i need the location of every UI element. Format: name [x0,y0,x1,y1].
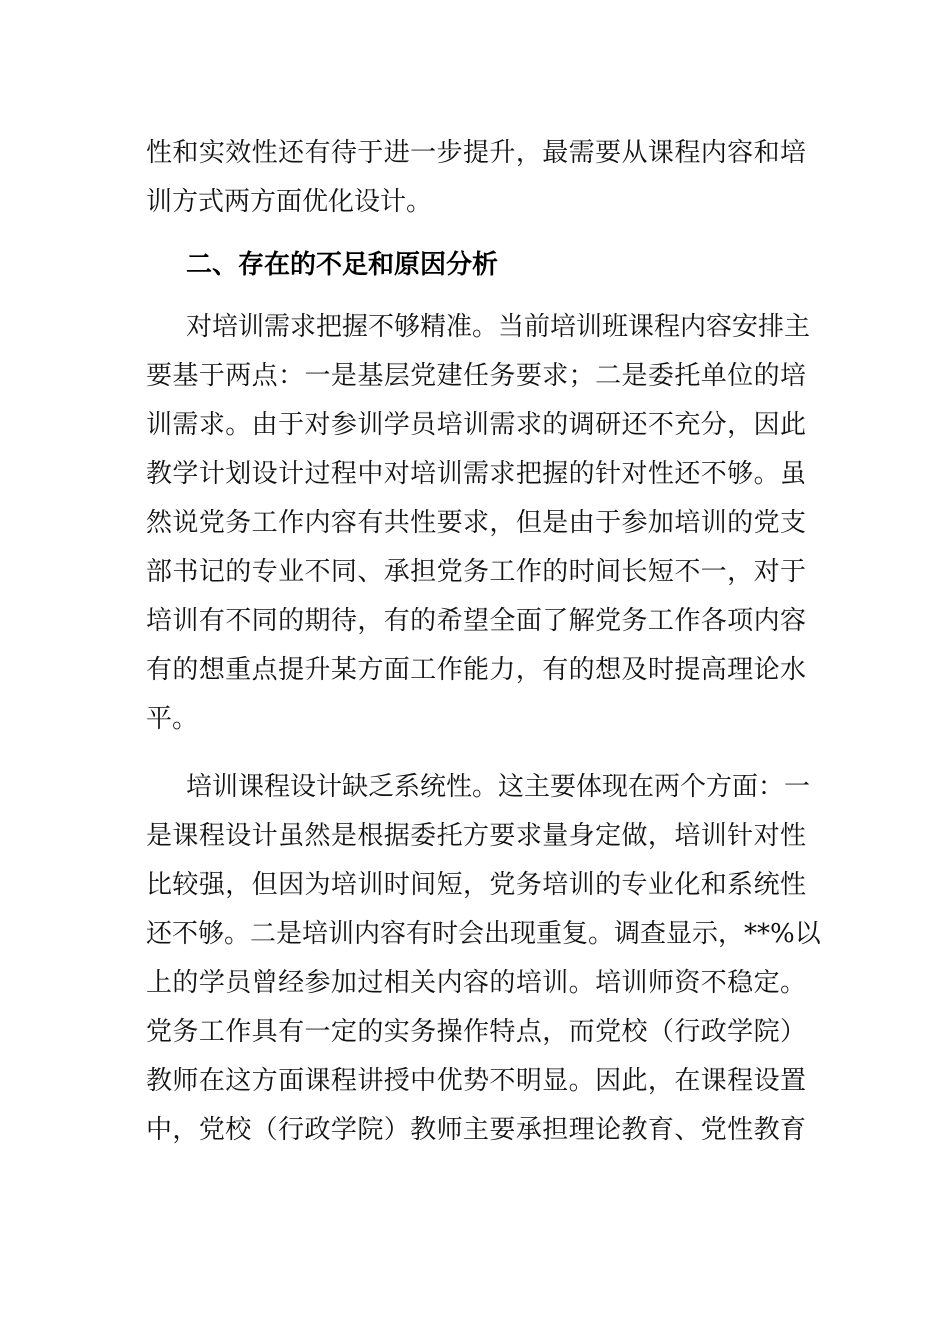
paragraph2-line-4: 还不够。二是培训内容有时会出现重复。调查显示，**%以 [146,919,821,949]
paragraph1-line-9: 平。 [146,704,199,734]
paragraph1-line-8: 有的想重点提升某方面工作能力，有的想及时提高理论水 [146,655,806,685]
paragraph2-line-1: 培训课程设计缺乏系统性。这主要体现在两个方面：一 [186,772,811,802]
intro-line-1: 性和实效性还有待于进一步提升，最需要从课程内容和培 [146,138,806,168]
paragraph2-line-2: 是课程设计虽然是根据委托方要求量身定做，培训针对性 [146,821,806,851]
paragraph1-line-4: 教学计划设计过程中对培训需求把握的针对性还不够。虽 [146,459,806,489]
paragraph2-line-3: 比较强，但因为培训时间短，党务培训的专业化和系统性 [146,870,806,900]
paragraph1-line-2: 要基于两点：一是基层党建任务要求；二是委托单位的培 [146,361,806,391]
paragraph1-line-5: 然说党务工作内容有共性要求，但是由于参加培训的党支 [146,508,806,538]
paragraph2-line-5: 上的学员曾经参加过相关内容的培训。培训师资不稳定。 [146,968,806,998]
paragraph1-line-1: 对培训需求把握不够精准。当前培训班课程内容安排主 [186,312,811,342]
paragraph2-line-8: 中，党校（行政学院）教师主要承担理论教育、党性教育 [146,1115,806,1145]
paragraph2-line-7: 教师在这方面课程讲授中优势不明显。因此，在课程设置 [146,1066,806,1096]
paragraph1-line-7: 培训有不同的期待，有的希望全面了解党务工作各项内容 [146,606,806,636]
paragraph1-line-6: 部书记的专业不同、承担党务工作的时间长短不一，对于 [146,557,806,587]
section-heading: 二、存在的不足和原因分析 [186,250,499,280]
paragraph2-line-6: 党务工作具有一定的实务操作特点，而党校（行政学院） [146,1017,806,1047]
intro-line-2: 训方式两方面优化设计。 [146,187,433,217]
paragraph1-line-3: 训需求。由于对参训学员培训需求的调研还不充分，因此 [146,410,806,440]
